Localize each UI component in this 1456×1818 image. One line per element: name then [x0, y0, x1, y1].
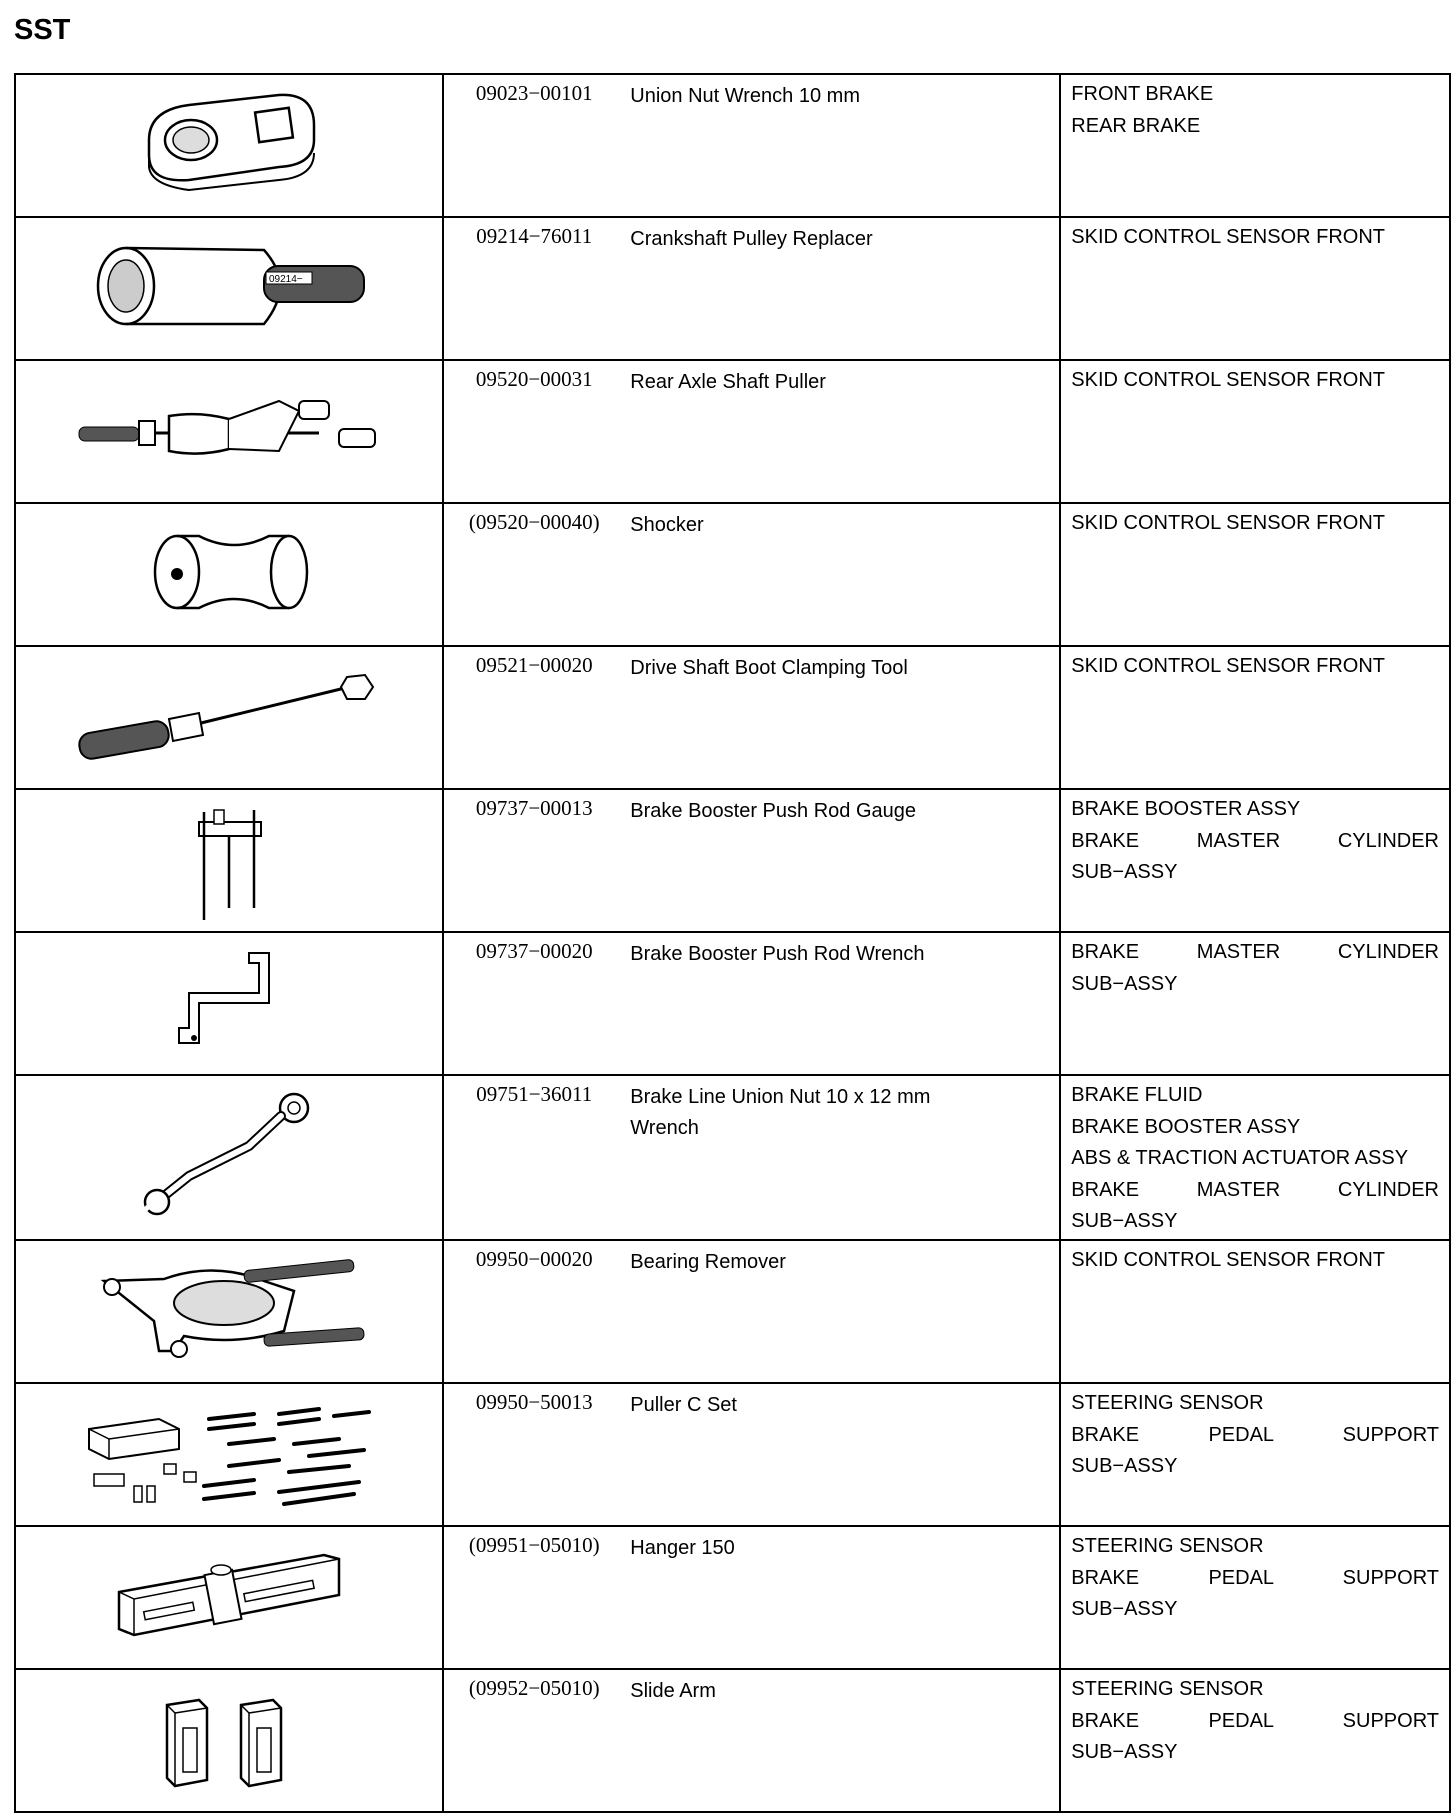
page-title: SST: [14, 14, 71, 46]
usage-item: BRAKE MASTER CYLINDER: [1071, 1178, 1439, 1201]
usage-cell: [1060, 1240, 1450, 1383]
tool-name: Crankshaft Pulley Replacer: [630, 228, 873, 250]
tool-name: Puller C Set: [630, 1394, 737, 1416]
usage-item: SKID CONTROL SENSOR FRONT: [1071, 226, 1386, 248]
table-row: [15, 932, 1450, 1075]
illustration-cell: [15, 932, 443, 1075]
part-number: 09751−36011: [476, 1082, 593, 1106]
part-info-cell: [443, 217, 1060, 360]
usage-item: SUB−ASSY: [1071, 1210, 1178, 1232]
table-row: [15, 1240, 1450, 1383]
usage-item: FRONT BRAKE: [1071, 83, 1214, 105]
push-rod-gauge-icon: [184, 800, 274, 925]
usage-item: SKID CONTROL SENSOR FRONT: [1071, 655, 1386, 677]
part-number: 09214−76011: [476, 224, 593, 248]
part-number: 09737−00013: [475, 796, 593, 820]
tool-name: Hanger 150: [630, 1537, 735, 1559]
usage-item: BRAKE MASTER CYLINDER: [1071, 941, 1439, 963]
shocker-icon: [139, 514, 319, 624]
usage-item: BRAKE PEDAL SUPPORT: [1071, 1423, 1439, 1446]
tool-name: Brake Booster Push Rod Gauge: [630, 800, 916, 822]
usage-item: BRAKE FLUID: [1071, 1084, 1203, 1106]
union-nut-wrench-icon: [129, 85, 329, 195]
part-number: 09023−00101: [475, 81, 593, 105]
illustration-cell: [15, 646, 443, 789]
usage-item: ABS & TRACTION ACTUATOR ASSY: [1071, 1147, 1409, 1169]
part-info-cell: [443, 932, 1060, 1075]
sst-table: [14, 73, 1451, 1813]
usage-cell: [1060, 217, 1450, 360]
tool-name: Brake Booster Push Rod Wrench: [630, 943, 925, 965]
illustration-cell: [15, 503, 443, 646]
usage-item: BRAKE PEDAL SUPPORT: [1071, 1709, 1439, 1732]
table-row: [15, 1383, 1450, 1526]
usage-cell: [1060, 360, 1450, 503]
part-info-cell: [443, 74, 1060, 217]
illustration-cell: [15, 1669, 443, 1812]
tool-name: Bearing Remover: [630, 1251, 786, 1273]
illustration-cell: [15, 1383, 443, 1526]
part-number: (09520−00040): [468, 510, 600, 534]
table-row: [15, 360, 1450, 503]
usage-cell: [1060, 932, 1450, 1075]
tool-engraving: 09214−: [269, 274, 303, 285]
part-number: 09520−00031: [475, 367, 593, 391]
usage-cell: [1060, 74, 1450, 217]
part-number: 09950−50013: [475, 1390, 593, 1414]
part-info-cell: [443, 360, 1060, 503]
part-info-cell: [443, 1075, 1060, 1240]
part-info-cell: [443, 503, 1060, 646]
puller-set-icon: [79, 1394, 379, 1514]
bearing-remover-icon: [84, 1251, 374, 1366]
tool-name: Rear Axle Shaft Puller: [630, 371, 826, 393]
usage-item: BRAKE MASTER CYLINDER: [1071, 829, 1439, 852]
usage-cell: [1060, 1383, 1450, 1526]
usage-item: SKID CONTROL SENSOR FRONT: [1071, 1249, 1386, 1271]
usage-cell: [1060, 1075, 1450, 1240]
tool-name: Slide Arm: [630, 1680, 716, 1702]
table-row: [15, 1669, 1450, 1812]
usage-cell: [1060, 789, 1450, 932]
table-row: [15, 646, 1450, 789]
hanger-icon: [109, 1537, 349, 1652]
axle-shaft-puller-icon: [69, 371, 389, 481]
illustration-cell: [15, 217, 443, 360]
part-number: 09950−00020: [475, 1247, 593, 1271]
part-number: (09952−05010): [468, 1676, 600, 1700]
usage-item: SKID CONTROL SENSOR FRONT: [1071, 512, 1386, 534]
usage-item: SUB−ASSY: [1071, 1455, 1178, 1477]
part-number: (09951−05010): [468, 1533, 600, 1557]
usage-item: SUB−ASSY: [1071, 1598, 1178, 1620]
part-info-cell: [443, 1669, 1060, 1812]
slide-arm-icon: [159, 1680, 299, 1795]
part-info-cell: [443, 789, 1060, 932]
table-row: [15, 1075, 1450, 1240]
usage-cell: [1060, 646, 1450, 789]
part-info-cell: [443, 1526, 1060, 1669]
table-row: [15, 1526, 1450, 1669]
usage-item: BRAKE PEDAL SUPPORT: [1071, 1566, 1439, 1589]
usage-item: SUB−ASSY: [1071, 1741, 1178, 1763]
usage-item: STEERING SENSOR: [1071, 1392, 1264, 1414]
usage-cell: [1060, 1669, 1450, 1812]
part-info-cell: [443, 646, 1060, 789]
table-row: [15, 74, 1450, 217]
part-number: 09521−00020: [475, 653, 593, 677]
tool-name: Brake Line Union Nut 10 x 12 mm Wrench: [630, 1086, 931, 1139]
table-row: [15, 789, 1450, 932]
illustration-cell: [15, 360, 443, 503]
illustration-cell: [15, 789, 443, 932]
usage-cell: [1060, 1526, 1450, 1669]
tool-name: Union Nut Wrench 10 mm: [630, 85, 860, 107]
usage-item: STEERING SENSOR: [1071, 1535, 1264, 1557]
usage-item: SUB−ASSY: [1071, 861, 1178, 883]
table-row: [15, 217, 1450, 360]
usage-item: BRAKE BOOSTER ASSY: [1071, 798, 1301, 820]
tool-name: Drive Shaft Boot Clamping Tool: [630, 657, 908, 679]
part-info-cell: [443, 1383, 1060, 1526]
tool-name: Shocker: [630, 514, 704, 536]
usage-item: STEERING SENSOR: [1071, 1678, 1264, 1700]
usage-item: BRAKE BOOSTER ASSY: [1071, 1115, 1301, 1138]
brake-line-wrench-icon: [129, 1086, 329, 1226]
usage-item: SKID CONTROL SENSOR FRONT: [1071, 369, 1386, 391]
push-rod-wrench-icon: [164, 943, 294, 1058]
illustration-cell: [15, 1075, 443, 1240]
part-number: 09737−00020: [475, 939, 593, 963]
part-info-cell: [443, 1240, 1060, 1383]
usage-item: SUB−ASSY: [1071, 972, 1178, 995]
illustration-cell: [15, 74, 443, 217]
usage-cell: [1060, 503, 1450, 646]
illustration-cell: [15, 1240, 443, 1383]
usage-item: REAR BRAKE: [1071, 114, 1201, 137]
illustration-cell: [15, 1526, 443, 1669]
boot-clamping-tool-icon: [69, 657, 389, 767]
pulley-replacer-icon: [84, 228, 374, 338]
table-row: [15, 503, 1450, 646]
